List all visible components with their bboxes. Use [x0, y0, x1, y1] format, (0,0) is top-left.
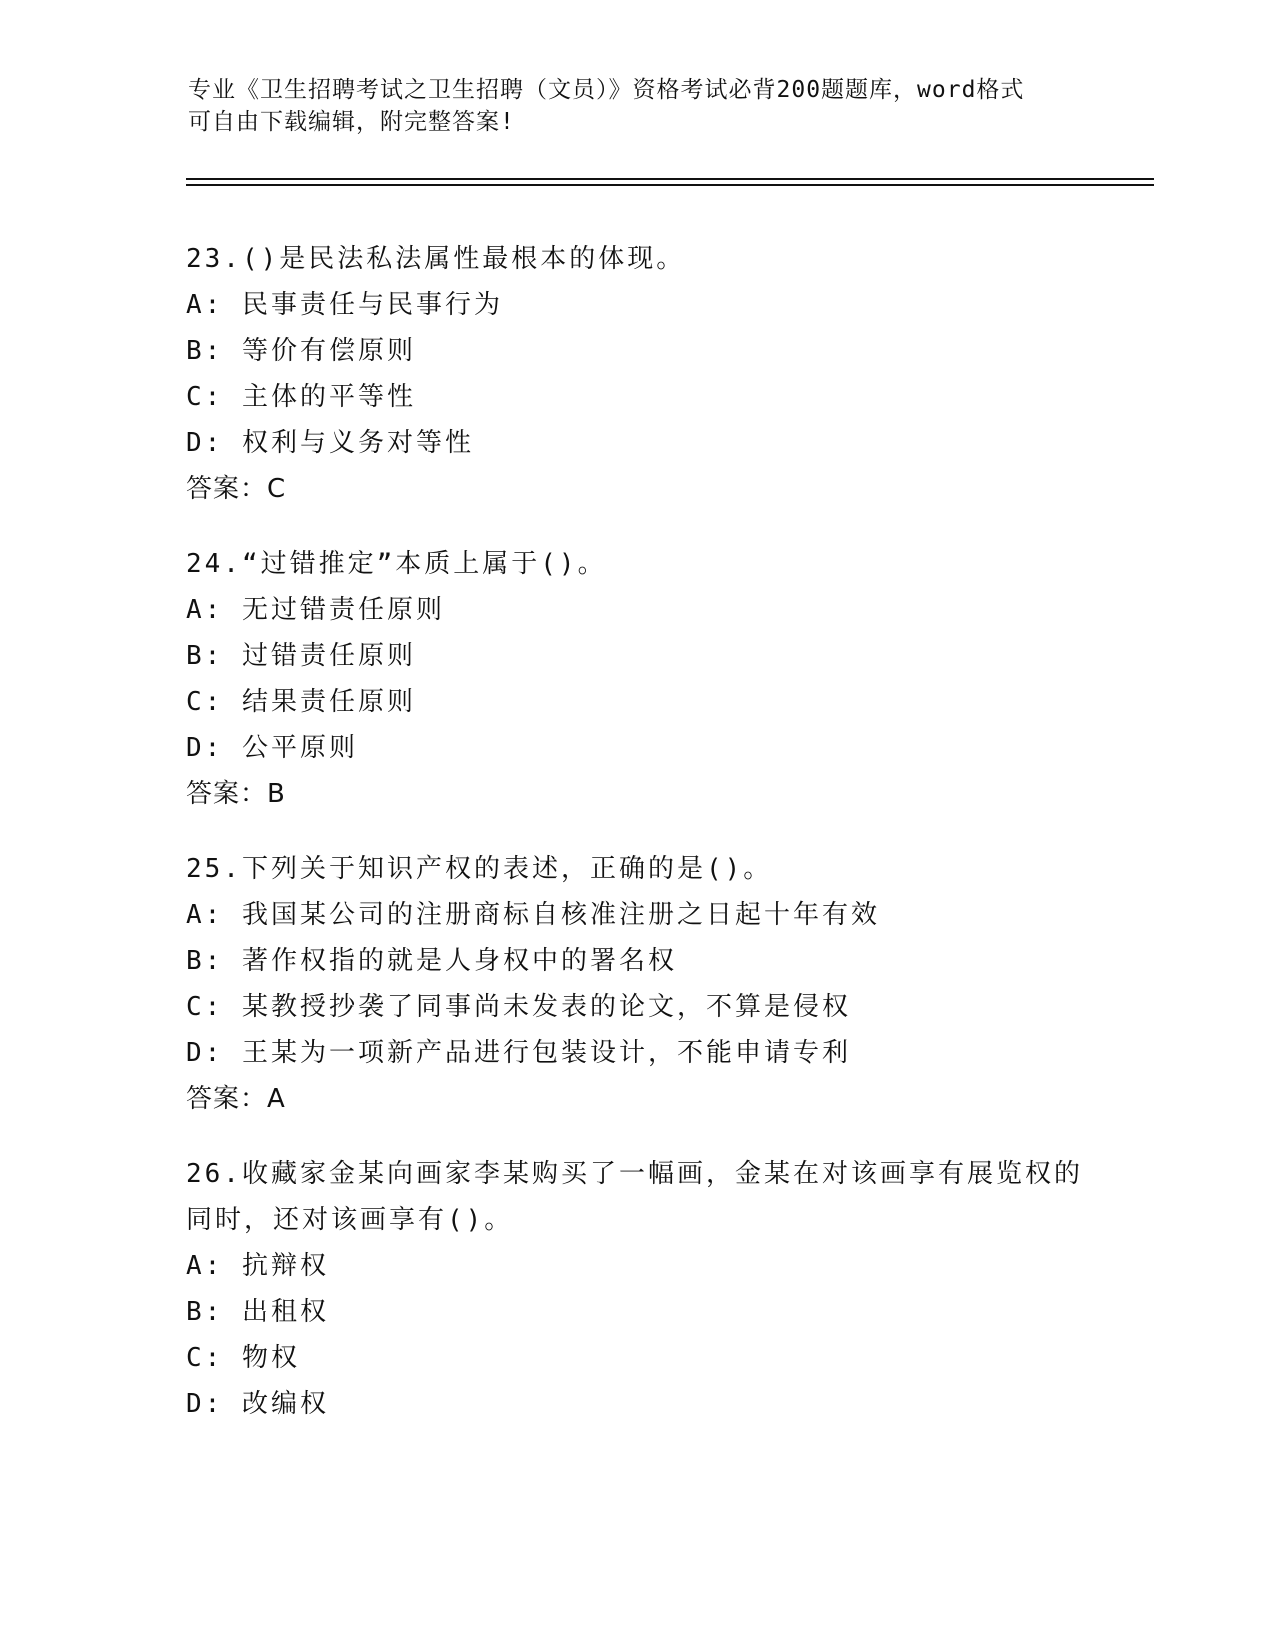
option-a: A: 无过错责任原则: [186, 595, 445, 625]
option-b: B: 出租权: [186, 1297, 329, 1327]
document-header: [188, 74, 1088, 138]
question-25: [186, 846, 1086, 1122]
question-24: [186, 541, 1086, 817]
question-26: [186, 1151, 1086, 1427]
option-b: B: 等价有偿原则: [186, 336, 416, 366]
question-23: [186, 236, 1086, 512]
option-d: D: 改编权: [186, 1389, 329, 1419]
question-list: [186, 236, 1086, 1456]
option-c: C: 某教授抄袭了同事尚未发表的论文，不算是侵权: [186, 992, 851, 1022]
option-c: C: 主体的平等性: [186, 382, 416, 412]
option-a: A: 我国某公司的注册商标自核准注册之日起十年有效: [186, 900, 880, 930]
option-d: D: 公平原则: [186, 733, 358, 763]
header-rule-bottom: [186, 184, 1154, 186]
question-stem: 23.()是民法私法属性最根本的体现。: [186, 244, 686, 274]
option-c: C: 物权: [186, 1343, 300, 1373]
header-line-1: 专业《卫生招聘考试之卫生招聘（文员）》资格考试必背200题题库，word格式: [188, 77, 1025, 103]
answer-line: 答案：C: [186, 474, 287, 504]
option-a: A: 民事责任与民事行为: [186, 290, 503, 320]
answer-line: 答案：B: [186, 779, 286, 809]
option-b: B: 著作权指的就是人身权中的署名权: [186, 946, 677, 976]
question-stem: 25.下列关于知识产权的表述，正确的是()。: [186, 854, 773, 884]
answer-line: 答案：A: [186, 1084, 286, 1114]
option-d: D: 王某为一项新产品进行包装设计，不能申请专利: [186, 1038, 851, 1068]
option-c: C: 结果责任原则: [186, 687, 416, 717]
option-b: B: 过错责任原则: [186, 641, 416, 671]
option-d: D: 权利与义务对等性: [186, 428, 474, 458]
header-line-2: 可自由下载编辑，附完整答案!: [188, 109, 515, 135]
question-stem: 24.“过错推定”本质上属于()。: [186, 549, 607, 579]
question-stem-line-1: 26.收藏家金某向画家李某购买了一幅画，金某在对该画享有展览权的: [186, 1159, 1083, 1189]
question-stem-line-2: 同时，还对该画享有()。: [186, 1205, 514, 1235]
header-rule-top: [186, 178, 1154, 180]
option-a: A: 抗辩权: [186, 1251, 329, 1281]
